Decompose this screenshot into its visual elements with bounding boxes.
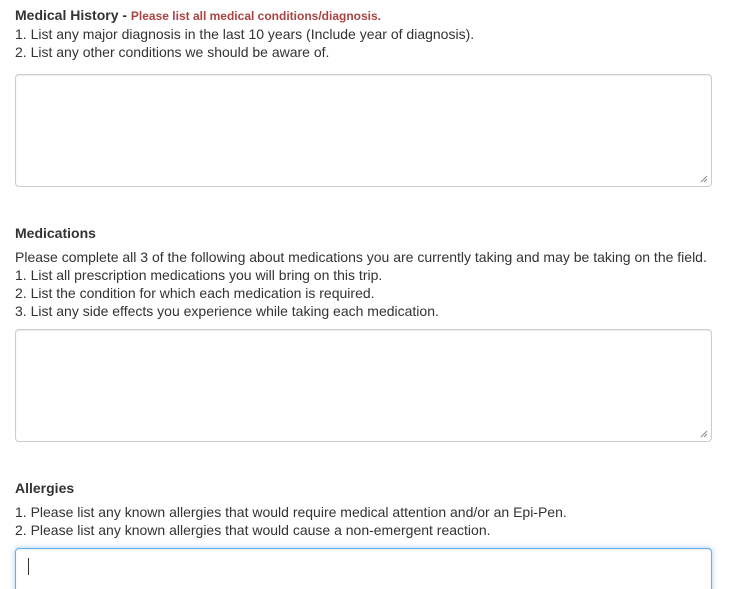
text-caret	[28, 558, 29, 575]
resize-grip-icon[interactable]	[700, 430, 708, 438]
allergies-instruction-1: 1. Please list any known allergies that would require medical attention and/or an Epi-Pen.	[15, 504, 567, 520]
medications-instruction-2: 2. List the condition for which each medication is required.	[15, 285, 375, 301]
medical-history-instruction-2: 2. List any other conditions we should be aware of.	[15, 44, 330, 60]
medical-history-section	[15, 6, 712, 61]
allergies-label	[15, 479, 712, 497]
medications-title: Medications	[15, 225, 96, 241]
medications-textarea[interactable]	[15, 329, 712, 442]
medical-history-textarea[interactable]	[15, 74, 712, 187]
medications-instruction-1: 1. List all prescription medications you will bring on this trip.	[15, 267, 383, 283]
medications-instruction-0: Please complete all 3 of the following about medications you are currently taking and may be taking on the field.	[15, 249, 707, 265]
medical-history-instruction-1: 1. List any major diagnosis in the last 10 years (Include year of diagnosis).	[15, 26, 475, 42]
resize-grip-icon[interactable]	[700, 175, 708, 183]
allergies-section	[15, 479, 712, 539]
allergies-textarea[interactable]	[15, 548, 712, 589]
medical-history-label	[15, 6, 712, 25]
medications-instruction-3: 3. List any side effects you experience while taking each medication.	[15, 303, 439, 319]
medications-section	[15, 224, 712, 320]
allergies-instruction-2: 2. Please list any known allergies that would cause a non-emergent reaction.	[15, 522, 491, 538]
allergies-title: Allergies	[15, 480, 75, 496]
medications-label	[15, 224, 712, 242]
medical-history-title: Medical History -	[15, 7, 128, 23]
medical-history-note: Please list all medical conditions/diagnosis.	[130, 9, 381, 23]
